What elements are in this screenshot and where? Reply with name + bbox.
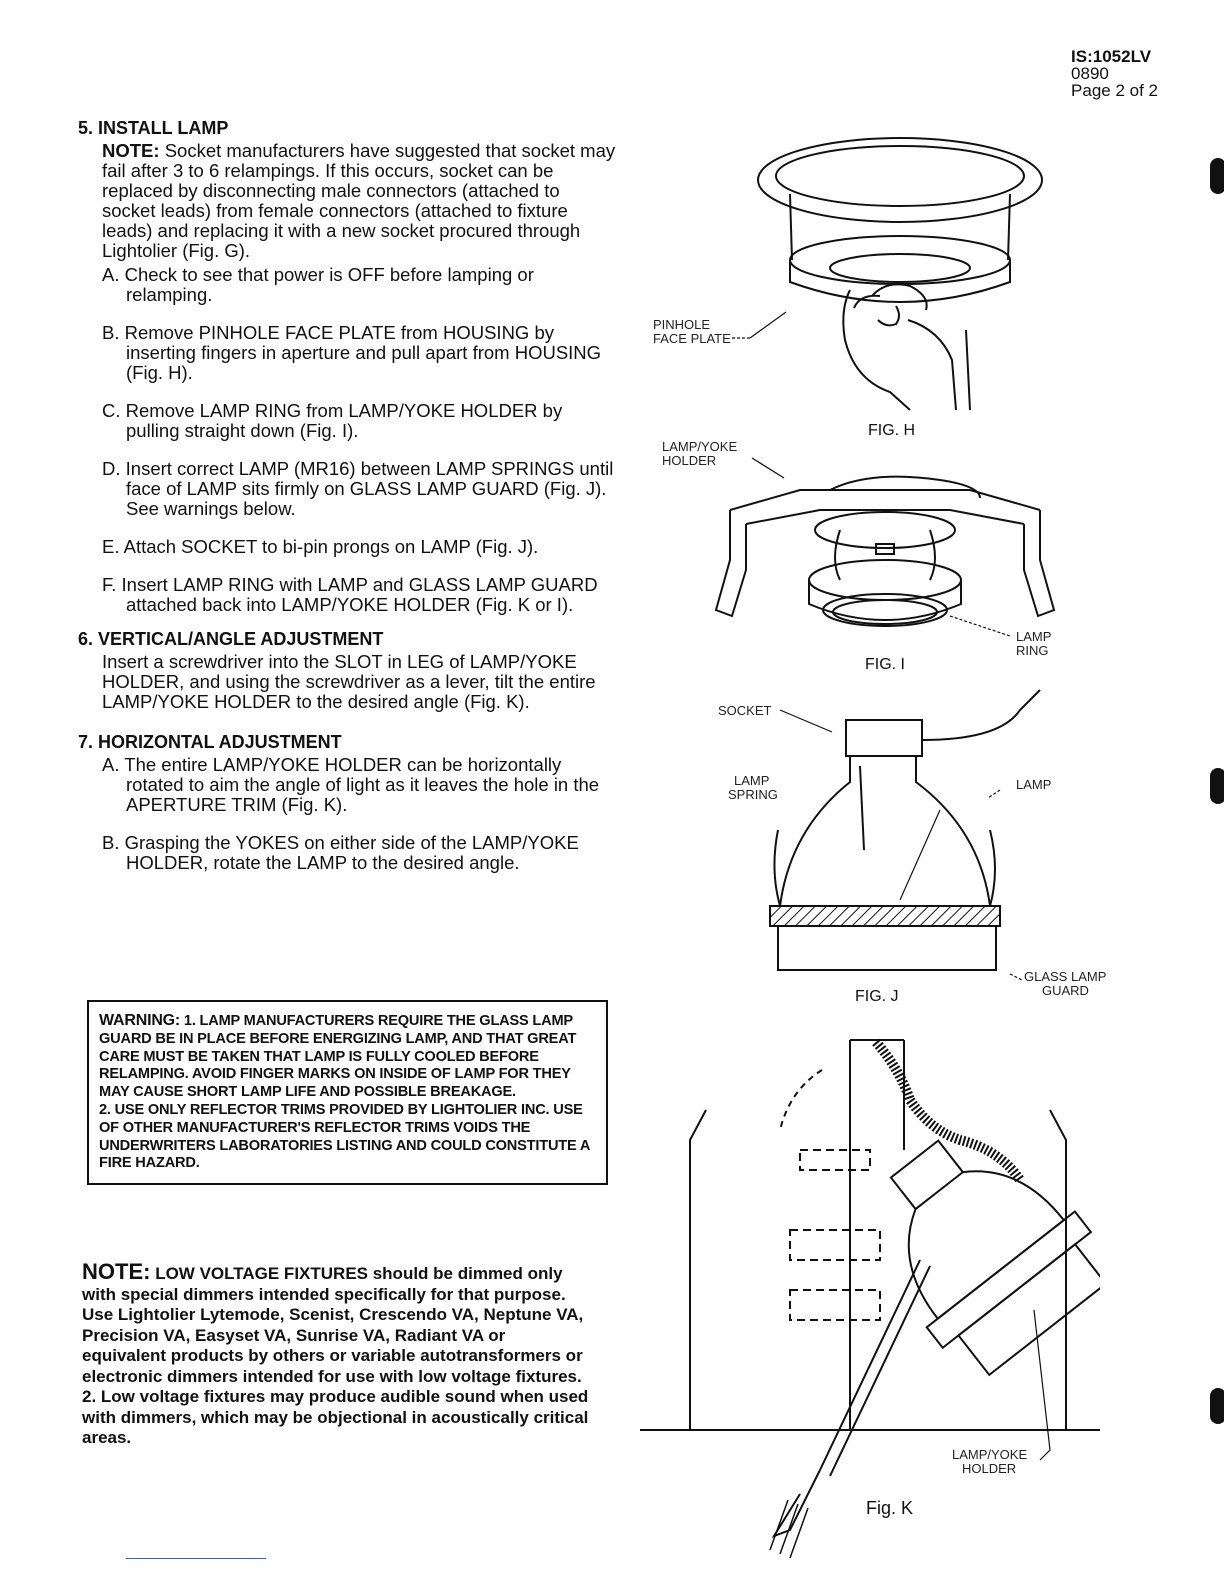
step-5d: D. Insert correct LAMP (MR16) between LAMP SPRINGS until face of LAMP sits firmly on GLASS LAMP GUARD (Fig. J). See warnings below. [102, 458, 614, 519]
fig-i-illustration [640, 440, 1080, 660]
label-spring-1: LAMP [734, 773, 770, 788]
label-guard-2: GUARD [1042, 983, 1089, 998]
dimmer-note-text: LOW VOLTAGE FIXTURES should be dimmed only with special dimmers intended specifically for that purpose. Use Lightolier Lytemode, Scenist, Crescendo VA, Neptune VA, Precision VA, Easyset VA, Sunrise VA, Radiant VA or equivalent products by others or variable autotransformers or electronic dimmers intended for use with low voltage fixtures. 2. Low voltage fixtures may produce audible sound when used with dimmers, which may be objectional in acoustically critical areas. [82, 1264, 589, 1447]
label-spring-2: SPRING [728, 787, 778, 802]
fig-h-illustration [640, 110, 1070, 430]
step-5c: C. Remove LAMP RING from LAMP/YOKE HOLDER by pulling straight down (Fig. I). [102, 400, 563, 441]
label-pinhole-1: PINHOLE [653, 317, 711, 332]
note-text: Socket manufacturers have suggested that socket may fail after 3 to 6 relampings. If this occurs, socket can be replaced by disconnecting male connectors (attached to socket leads) from female connectors (attached to fixture leads) and replacing it with a new socket procured through Lightolier (Fig. G). [102, 140, 616, 261]
section-5-title: 5. INSTALL LAMP [78, 118, 229, 138]
document-header [1071, 48, 1158, 99]
step-7b: B. Grasping the YOKES on either side of the LAMP/YOKE HOLDER, rotate the LAMP to the desired angle. [102, 832, 579, 873]
label-holder-k-2: HOLDER [962, 1461, 1017, 1476]
binder-hole [1210, 768, 1224, 804]
section-5-note [102, 141, 618, 261]
label-lamp: LAMP [1016, 777, 1052, 792]
warning-lead: WARNING: [99, 1012, 181, 1029]
label-ring-2: RING [1016, 643, 1049, 658]
binder-hole [1210, 1388, 1224, 1424]
fig-k-caption: Fig. K [866, 1498, 914, 1518]
step-5a: A. Check to see that power is OFF before lamping or relamping. [102, 264, 534, 305]
note-lead: NOTE: [102, 140, 160, 161]
fig-j-caption: FIG. J [855, 988, 899, 1005]
step-5f: F. Insert LAMP RING with LAMP and GLASS LAMP GUARD attached back into LAMP/YOKE HOLDER (Fig. K or I). [102, 574, 598, 615]
dimmer-note [82, 1259, 592, 1449]
step-5e: E. Attach SOCKET to bi-pin prongs on LAMP (Fig. J). [102, 536, 539, 557]
step-5b: B. Remove PINHOLE FACE PLATE from HOUSING by inserting fingers in aperture and pull apart from HOUSING (Fig. H). [102, 322, 602, 383]
label-holder-i-1: LAMP/YOKE [662, 439, 738, 454]
warning-text-2: 2. USE ONLY REFLECTOR TRIMS PROVIDED BY LIGHTOLIER INC. USE OF OTHER MANUFACTURER'S REFLECTOR TRIMS VOIDS THE UNDERWRITERS LABORATORIES LISTING AND COULD CONSTITUTE A FIRE HAZARD. [99, 1101, 590, 1172]
instructions-column [78, 118, 618, 873]
section-5 [78, 118, 618, 615]
label-holder-k-1: LAMP/YOKE [952, 1447, 1028, 1462]
label-socket: SOCKET [718, 703, 772, 718]
doc-code: 0890 [1071, 64, 1109, 83]
doc-id: IS:1052LV [1071, 47, 1152, 66]
fig-j-illustration [700, 670, 1120, 990]
section-6 [78, 629, 618, 712]
label-guard-1: GLASS LAMP [1024, 969, 1107, 984]
footer-rule [126, 1558, 266, 1559]
step-7a: A. The entire LAMP/YOKE HOLDER can be horizontally rotated to aim the angle of light as it leaves the hole in the APERTURE TRIM (Fig. K). [102, 754, 600, 815]
section-6-title: 6. VERTICAL/ANGLE ADJUSTMENT [78, 629, 384, 649]
warning-box [87, 1000, 608, 1185]
binder-hole [1210, 158, 1224, 194]
fig-h-caption: FIG. H [868, 422, 916, 439]
section-6-text: Insert a screwdriver into the SLOT in LEG of LAMP/YOKE HOLDER, and using the screwdriver as a lever, tilt the entire LAMP/YOKE HOLDER to the desired angle (Fig. K). [102, 651, 596, 712]
label-pinhole-2: FACE PLATE [653, 331, 731, 346]
fig-k-illustration [640, 1030, 1100, 1560]
fig-i-caption: FIG. I [865, 656, 905, 673]
label-holder-i-2: HOLDER [662, 453, 717, 468]
label-ring-1: LAMP [1016, 629, 1052, 644]
section-7-title: 7. HORIZONTAL ADJUSTMENT [78, 732, 342, 752]
page-number: Page 2 of 2 [1071, 81, 1158, 100]
dimmer-note-lead: NOTE: [82, 1259, 151, 1284]
section-7 [78, 732, 618, 873]
warning-text-1: 1. LAMP MANUFACTURERS REQUIRE THE GLASS LAMP GUARD BE IN PLACE BEFORE ENERGIZING LAMP, AND THAT GREAT CARE MUST BE TAKEN THAT LAMP IS FULLY COOLED BEFORE RELAMPING. AVOID FINGER MARKS ON INSIDE OF LAMP FOR THEY MAY CAUSE SHORT LAMP LIFE AND POSSIBLE BREAKAGE. [99, 1013, 577, 1101]
